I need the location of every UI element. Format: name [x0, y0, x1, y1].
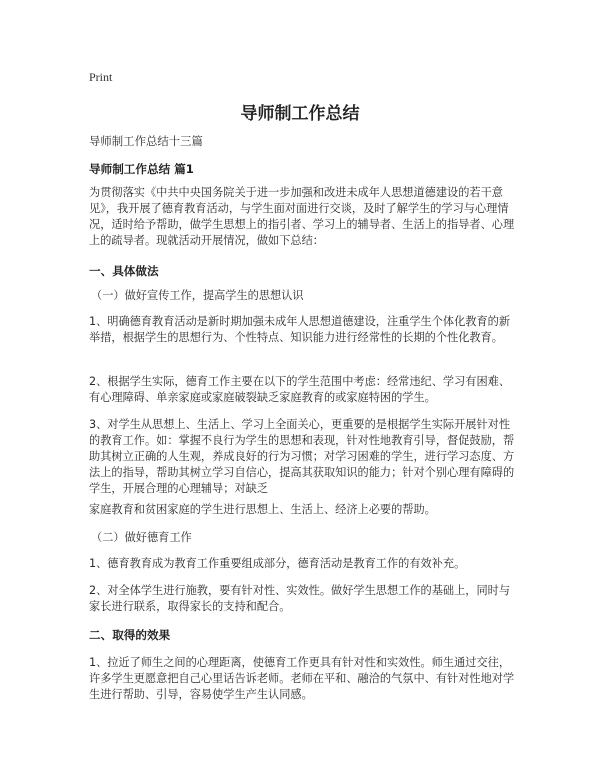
page-title: 导师制工作总结 [240, 104, 360, 124]
document-subtitle: 导师制工作总结十三篇 [89, 134, 203, 148]
paragraph-7: 1、拉近了师生之间的心理距离，使德育工作更具有针对性和实效性。师生通过交往，许多学生更愿意把自己心里话告诉老师。老师在平和、融洽的气氛中、有针对性地对学生进行帮助、引导，容易使学生产生认同感。 [89, 656, 515, 701]
intro-paragraph: 为贯彻落实《中共中央国务院关于进一步加强和改进未成年人思想道德建设的若干意见》，我开展了德育教育活动，与学生面对面进行交谈，及时了解学生的学习与心理情况，适时给予帮助，做学生思想上的指引者、学习上的辅导者、生活上的指导者、心理上的疏导者。现就活动开展情况，做如下总结： [89, 186, 515, 247]
article-heading: 导师制工作总结 篇1 [89, 162, 194, 176]
paragraph-2: 2、根据学生实际，德育工作主要在以下的学生范围中考虑：经常违纪、学习有困难、有心理障碍、单亲家庭或家庭破裂缺乏家庭教育的或家庭特困的学生。 [89, 375, 511, 404]
paragraph-5: 1、德育教育成为教育工作重要组成部分，德育活动是教育工作的有效补充。 [89, 557, 466, 570]
subsection-heading-moral-education: （二）做好德育工作 [91, 531, 192, 544]
print-label: Print [89, 70, 113, 84]
paragraph-3: 3、对学生从思想上、生活上、学习上全面关心，更重要的是根据学生实际开展针对性的教育工作。如：掌握不良行为学生的思想和表现，针对性地教育引导，督促鼓励，帮助其树立正确的人生观，养成良好的行为习惯；对学习困难的学生，进行学习态度、方法上的指导，帮助其树立学习自信心，提高其获取知识的能力；针对个别心理有障碍的学生，开展合理的心理辅导；对缺乏 [89, 418, 515, 495]
paragraph-6: 2、对全体学生进行施教，要有针对性、实效性。做好学生思想工作的基础上，同时与家长进行联系，取得家长的支持和配合。 [89, 584, 511, 613]
paragraph-1: 1、明确德育教育活动是新时期加强未成年人思想道德建设，注重学生个体化教育的新举措，根据学生的思想行为、个性特点、知识能力进行经常性的长期的个性化教育。 [89, 315, 511, 344]
section-heading-results: 二、取得的效果 [89, 628, 171, 642]
paragraph-4: 家庭教育和贫困家庭的学生进行思想上、生活上、经济上必要的帮助。 [89, 503, 436, 516]
section-heading-methods: 一、具体做法 [89, 264, 159, 278]
subsection-heading-publicity: （一）做好宣传工作，提高学生的思想认识 [91, 289, 304, 302]
